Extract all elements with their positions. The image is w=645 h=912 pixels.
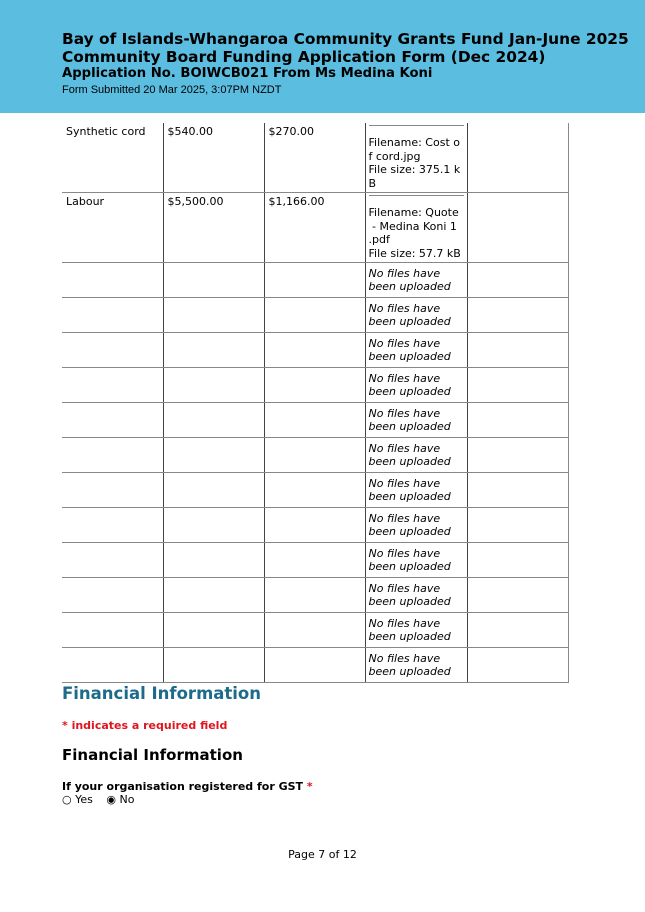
subsection-heading: Financial Information: [62, 746, 243, 764]
empty-cell: [467, 403, 568, 438]
gst-question-label: If your organisation registered for GST: [62, 780, 304, 793]
option-label: No: [119, 793, 135, 806]
item-requested: $270.00: [268, 125, 314, 138]
empty-cell: [163, 543, 264, 578]
file-line: File size: 57.7 kB: [368, 246, 461, 260]
empty-cell: [264, 613, 365, 648]
table-row: [62, 193, 568, 263]
empty-cell: [163, 263, 264, 298]
no-files-message: No files have been uploaded: [368, 547, 451, 573]
file-line: Filename: Cost o: [368, 136, 460, 149]
empty-cell: [467, 613, 568, 648]
no-files-message: No files have been uploaded: [368, 302, 451, 328]
file-line: Filename: Quote: [368, 206, 459, 219]
form-title-line1: Bay of Islands-Whangaroa Community Grants Fund Jan-June 2025: [62, 30, 629, 48]
empty-cell: [264, 473, 365, 508]
radio-unselected-icon[interactable]: ○: [62, 793, 72, 806]
empty-cell: [62, 403, 163, 438]
empty-cell: [467, 508, 568, 543]
form-title-line2: Community Board Funding Application Form (Dec 2024): [62, 48, 546, 66]
empty-cell: [62, 368, 163, 403]
page-number: Page 7 of 12: [288, 848, 357, 861]
empty-cell: [62, 473, 163, 508]
item-cost: $5,500.00: [167, 195, 224, 208]
empty-cell: [163, 298, 264, 333]
empty-cell: [163, 648, 264, 683]
file-attachment[interactable]: [366, 204, 467, 262]
no-files-message: No files have been uploaded: [368, 582, 451, 608]
table-row: [62, 508, 568, 543]
empty-cell: [264, 648, 365, 683]
table-row: [62, 473, 568, 508]
empty-cell: [62, 648, 163, 683]
file-attachment[interactable]: [366, 134, 467, 192]
empty-cell: [163, 368, 264, 403]
empty-cell: [163, 578, 264, 613]
empty-cell: [264, 438, 365, 473]
required-field-note: * indicates a required field: [62, 719, 228, 732]
no-files-message: No files have been uploaded: [368, 617, 451, 643]
no-files-message: No files have been uploaded: [368, 337, 451, 363]
empty-cell: [264, 298, 365, 333]
empty-cell: [467, 648, 568, 683]
table-row: [62, 648, 568, 683]
empty-cell: [264, 368, 365, 403]
empty-cell: [163, 508, 264, 543]
empty-cell: [264, 403, 365, 438]
item-name: Labour: [66, 195, 105, 208]
file-line: - Medina Koni 1: [368, 219, 457, 233]
table-row: [62, 333, 568, 368]
empty-cell: [264, 333, 365, 368]
file-line: .pdf: [368, 233, 390, 246]
no-files-message: No files have been uploaded: [368, 372, 451, 398]
empty-cell: [62, 263, 163, 298]
no-files-message: No files have been uploaded: [368, 477, 451, 503]
no-files-message: No files have been uploaded: [368, 267, 451, 293]
option-label: Yes: [75, 793, 93, 806]
no-files-message: No files have been uploaded: [368, 407, 451, 433]
table-row: [62, 613, 568, 648]
table-row: [62, 123, 568, 193]
empty-cell: [62, 298, 163, 333]
empty-cell: [264, 543, 365, 578]
file-line: B: [368, 176, 377, 190]
empty-cell: [163, 438, 264, 473]
table-row: [62, 403, 568, 438]
no-files-message: No files have been uploaded: [368, 652, 451, 678]
empty-cell: [467, 578, 568, 613]
empty-cell: [467, 368, 568, 403]
empty-cell: [467, 543, 568, 578]
gst-question: [62, 780, 313, 793]
empty-cell: [264, 263, 365, 298]
table-row: [62, 578, 568, 613]
gst-option-yes[interactable]: [62, 793, 93, 806]
table-row: [62, 368, 568, 403]
empty-cell: [467, 263, 568, 298]
empty-cell: [163, 473, 264, 508]
empty-cell: [62, 543, 163, 578]
no-files-message: No files have been uploaded: [368, 442, 451, 468]
file-divider: [369, 125, 464, 126]
empty-cell: [467, 438, 568, 473]
table-row: [62, 543, 568, 578]
table-row: [62, 298, 568, 333]
empty-cell: [62, 613, 163, 648]
empty-cell: [62, 438, 163, 473]
empty-cell: [264, 578, 365, 613]
empty-cell: [264, 508, 365, 543]
item-name: Synthetic cord: [66, 125, 146, 138]
empty-cell: [163, 613, 264, 648]
empty-cell: [467, 473, 568, 508]
item-note: [468, 123, 568, 127]
no-files-message: No files have been uploaded: [368, 512, 451, 538]
file-line: f cord.jpg: [368, 149, 421, 163]
table-row: [62, 263, 568, 298]
section-heading: Financial Information: [62, 684, 262, 703]
empty-cell: [62, 508, 163, 543]
item-note: [468, 193, 568, 197]
required-star: *: [306, 780, 313, 793]
table-row: [62, 438, 568, 473]
application-number: Application No. BOIWCB021 From Ms Medina Koni: [62, 66, 433, 81]
empty-cell: [62, 333, 163, 368]
costs-table: [62, 123, 569, 683]
file-divider: [369, 195, 464, 196]
empty-cell: [62, 578, 163, 613]
empty-cell: [163, 333, 264, 368]
empty-cell: [467, 298, 568, 333]
gst-radio-group: [62, 793, 144, 806]
form-header: [0, 0, 645, 113]
gst-option-no[interactable]: [106, 793, 134, 806]
submitted-timestamp: Form Submitted 20 Mar 2025, 3:07PM NZDT: [62, 84, 282, 96]
file-line: File size: 375.1 k: [368, 163, 461, 176]
empty-cell: [467, 333, 568, 368]
radio-selected-icon[interactable]: ◉: [106, 793, 116, 806]
item-cost: $540.00: [167, 125, 213, 138]
empty-cell: [163, 403, 264, 438]
item-requested: $1,166.00: [268, 195, 325, 208]
